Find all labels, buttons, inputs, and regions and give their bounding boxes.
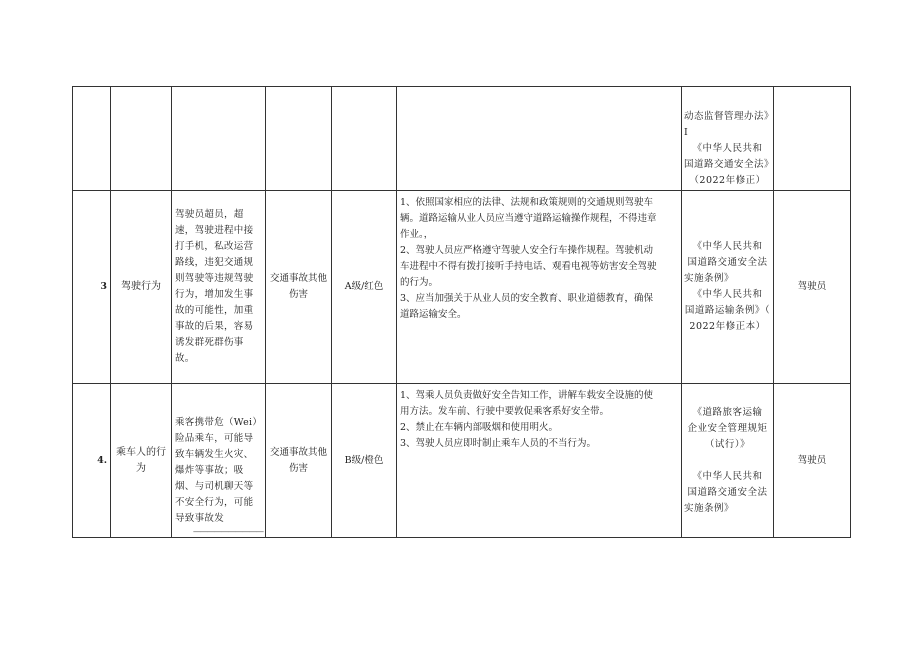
legal-basis-cell bbox=[682, 87, 774, 191]
description-line: 驾驶员超员，超 bbox=[175, 209, 244, 220]
legal-basis-line: 国道路交通安全法》 bbox=[684, 159, 775, 170]
measure-line: 用方法。发车前、行驶中要敦促乘客系好安全带。 bbox=[400, 406, 610, 417]
risk-table bbox=[72, 86, 851, 538]
accident-type-cell bbox=[266, 87, 332, 191]
accident-type-line: 伤害 bbox=[288, 462, 308, 474]
measure-line: 1、依照国家相应的法律、法规和政策规则的交通规则驾驶车 bbox=[400, 197, 654, 208]
measure-line: 3、驾驶人员应即时制止乘车人员的不当行为。 bbox=[400, 438, 597, 449]
control-measures-cell bbox=[397, 384, 682, 538]
legal-basis-line: 国道路交通安全法 bbox=[687, 257, 768, 268]
description-line: 路线，违犯交通规 bbox=[175, 257, 254, 268]
table-row bbox=[73, 191, 851, 384]
accident-type-line: 交通事故其他 bbox=[269, 273, 327, 284]
row-number-cell bbox=[73, 87, 111, 191]
legal-basis-line: 《道路旅客运输 bbox=[692, 406, 763, 418]
dashed-separator: —————————— bbox=[193, 527, 263, 536]
risk-name-cell bbox=[111, 384, 172, 538]
description-line: 故的可能性，加重 bbox=[175, 305, 254, 316]
risk-level-cell bbox=[332, 87, 397, 191]
accident-type-cell bbox=[266, 191, 332, 384]
control-measures-cell bbox=[397, 87, 682, 191]
legal-basis-line: 《中华人民共和 bbox=[692, 241, 763, 252]
description-line: 导致事故发 bbox=[175, 513, 225, 524]
description-line: 事故的后果，容易 bbox=[175, 321, 254, 332]
responsible-person-cell: 驾驶员 bbox=[774, 384, 851, 538]
accident-type-line: 交通事故其他 bbox=[269, 446, 327, 458]
responsible-person-cell bbox=[774, 87, 851, 191]
row-number-cell: 4. bbox=[73, 384, 111, 538]
measure-line: 作业。， bbox=[400, 229, 434, 240]
description-line: 故。 bbox=[175, 353, 195, 364]
accident-type-cell bbox=[266, 384, 332, 538]
measure-line: 2、驾驶人员应严格遵守驾驶人安全行车操作规程。驾驶机动 bbox=[400, 245, 654, 256]
legal-basis-line: 动态监督管理办法》 bbox=[684, 111, 775, 122]
description-line: 不安全行为，可能 bbox=[175, 497, 254, 508]
risk-description-cell bbox=[172, 191, 266, 384]
risk-level-cell: B级/橙色 bbox=[332, 384, 397, 538]
legal-basis-cell bbox=[682, 191, 774, 384]
measure-line: 1、驾乘人员负责做好安全告知工作，讲解车载安全设施的使 bbox=[400, 390, 654, 401]
table-row bbox=[73, 384, 851, 538]
responsible-person-cell: 驾驶员 bbox=[774, 191, 851, 384]
measure-line: 3、应当加强关于从业人员的安全教育、职业道德教育，确保 bbox=[400, 293, 654, 304]
risk-level-cell: A级/红色 bbox=[332, 191, 397, 384]
table-row bbox=[73, 87, 851, 191]
legal-basis-line: 《中华人民共和 bbox=[692, 289, 763, 300]
legal-basis-line: 国道路运输条例》（ bbox=[684, 305, 771, 316]
legal-basis-line: 实施条例》 bbox=[684, 273, 735, 284]
measure-line: 的行为。 bbox=[400, 277, 439, 288]
description-line: 则驾驶等违规驾驶 bbox=[175, 273, 254, 284]
description-line: 打手机，私改运营 bbox=[175, 241, 254, 252]
description-line: 诱发群死群伤事 bbox=[175, 337, 244, 348]
risk-name-line: 乘车人的行 bbox=[116, 446, 166, 458]
measure-line: 2、禁止在车辆内部吸烟和使用明火。 bbox=[400, 422, 559, 433]
row-number-cell: 3 bbox=[73, 191, 111, 384]
risk-name-cell: 驾驶行为 bbox=[111, 191, 172, 384]
legal-basis-gap bbox=[684, 453, 771, 469]
accident-type-line: 伤害 bbox=[288, 289, 308, 300]
legal-basis-line: 2022年修正本） bbox=[689, 321, 766, 332]
control-measures-cell bbox=[397, 191, 682, 384]
legal-basis-line: 《中华人民共和 bbox=[692, 143, 763, 154]
legal-basis-line: 《中华人民共和 bbox=[692, 470, 763, 482]
description-line: 爆炸等事故；吸 bbox=[175, 465, 244, 476]
measure-line: 辆。道路运输从业人员应当遵守道路运输操作规程，不得违章 bbox=[400, 213, 657, 224]
legal-basis-line: 实施条例》 bbox=[684, 502, 735, 514]
legal-basis-line: I bbox=[684, 127, 689, 138]
risk-name-line: 为 bbox=[136, 462, 146, 474]
legal-basis-cell bbox=[682, 384, 774, 538]
description-line: 速，驾驶进程中接 bbox=[175, 225, 254, 236]
description-line: 乘客携带危（Wei） bbox=[175, 417, 263, 428]
legal-basis-line: （2022年修正） bbox=[689, 175, 766, 186]
description-line: 行为，增加发生事 bbox=[175, 289, 254, 300]
description-line: 致车辆发生火灾、 bbox=[175, 449, 254, 460]
measure-line: 车进程中不得有拨打接听手持电话、观看电视等妨害安全驾驶 bbox=[400, 261, 657, 272]
description-line: 险品乘车，可能导 bbox=[175, 433, 254, 444]
risk-name-cell bbox=[111, 87, 172, 191]
legal-basis-line: 企业安全管理规矩 bbox=[687, 422, 768, 434]
risk-description-cell bbox=[172, 87, 266, 191]
measure-line: 道路运输安全。 bbox=[400, 309, 467, 320]
risk-description-cell bbox=[172, 384, 266, 538]
legal-basis-line: （试行）》 bbox=[704, 438, 751, 450]
description-line: 烟、与司机聊天等 bbox=[175, 481, 254, 492]
legal-basis-line: 国道路交通安全法 bbox=[687, 486, 768, 498]
